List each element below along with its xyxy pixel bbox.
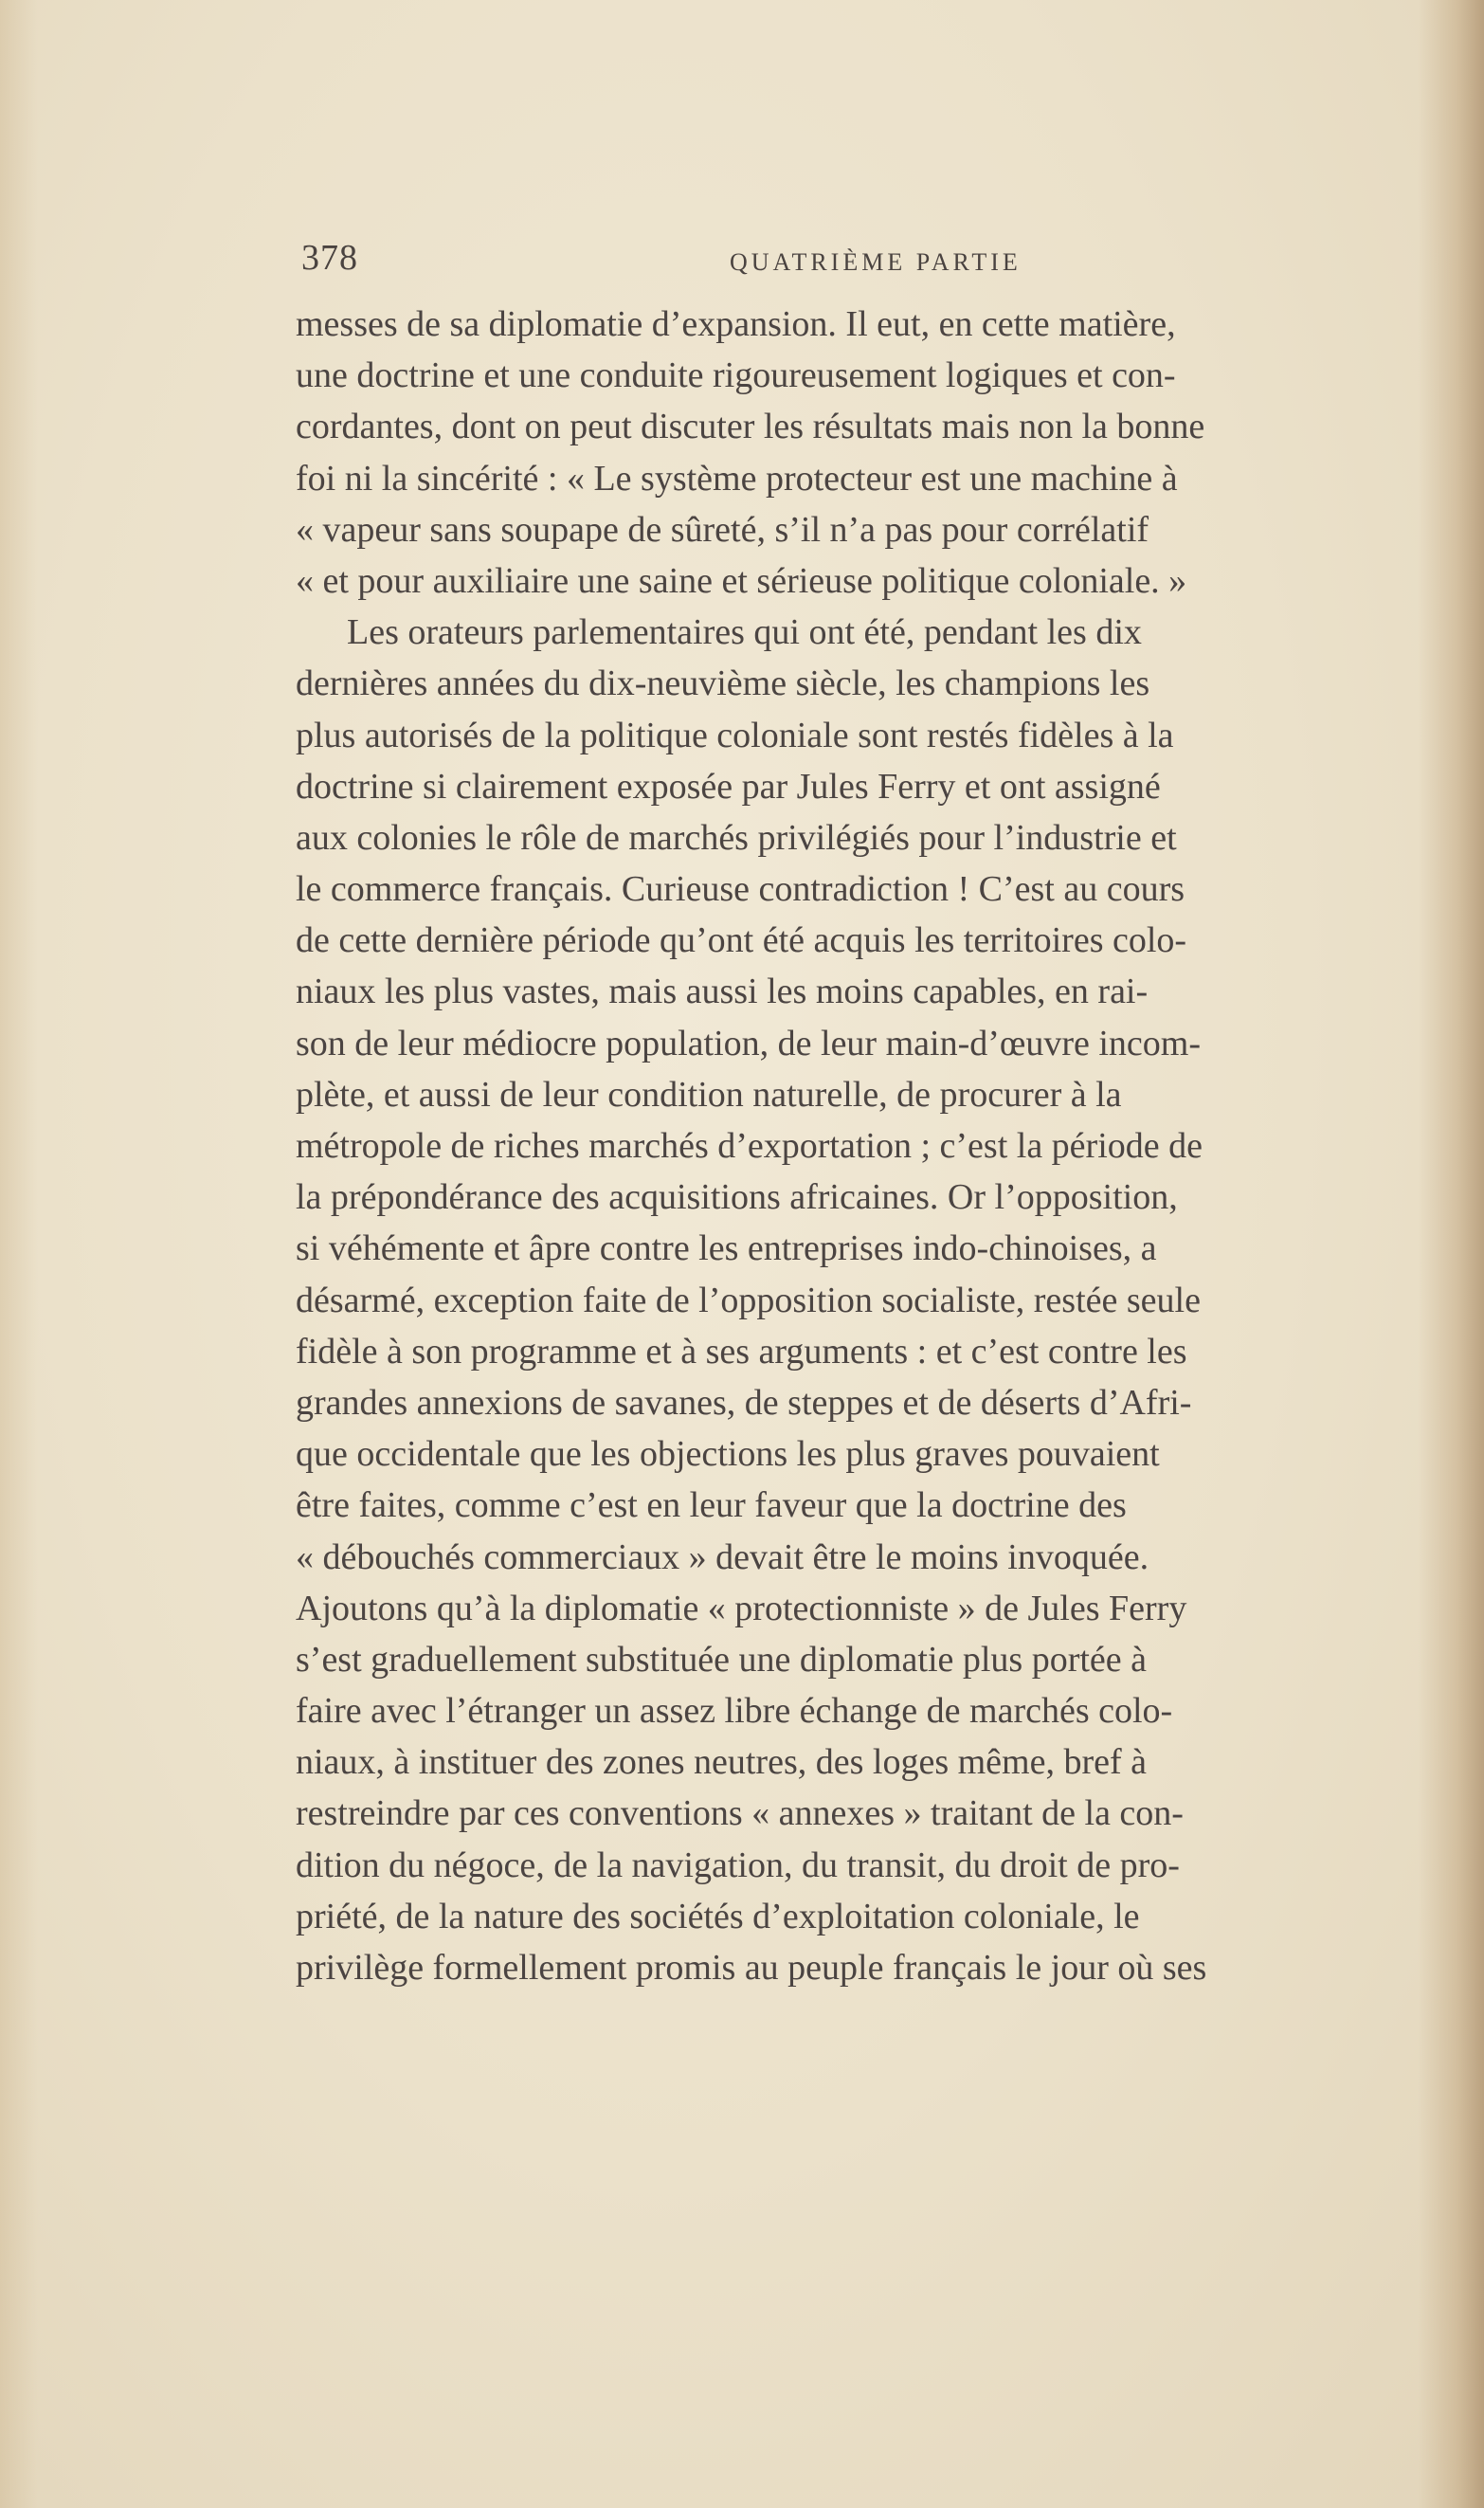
text-line: niaux les plus vastes, mais aussi les moins capables, en rai- — [296, 972, 1149, 1012]
text-line: plète, et aussi de leur condition naturelle, de procurer à la — [296, 1074, 1122, 1115]
text-line: la prépondérance des acquisitions africaines. Or l’opposition, — [296, 1177, 1178, 1218]
text-line: que occidentale que les objections les plus graves pouvaient — [296, 1434, 1160, 1475]
text-line: foi ni la sincérité : « Le système protecteur est une machine à — [296, 458, 1178, 499]
text-line: s’est graduellement substituée une diplomatie plus portée à — [296, 1639, 1148, 1680]
text-line: de cette dernière période qu’ont été acquis les territoires colo- — [296, 920, 1187, 961]
text-line: Ajoutons qu’à la diplomatie « protectionniste » de Jules Ferry — [296, 1588, 1187, 1628]
text-line: le commerce français. Curieuse contradiction ! C’est au cours — [296, 869, 1185, 910]
text-line: dition du négoce, de la navigation, du transit, du droit de pro- — [296, 1845, 1180, 1885]
text-line: grandes annexions de savanes, de steppes et de déserts d’Afri- — [296, 1382, 1192, 1423]
text-line: restreindre par ces conventions « annexes » traitant de la con- — [296, 1793, 1184, 1834]
text-line: niaux, à instituer des zones neutres, des loges même, bref à — [296, 1742, 1147, 1783]
text-line: plus autorisés de la politique coloniale sont restés fidèles à la — [296, 715, 1174, 755]
text-line: doctrine si clairement exposée par Jules Ferry et ont assigné — [296, 766, 1161, 807]
text-line: « et pour auxiliaire une saine et sérieuse politique coloniale. » — [296, 560, 1187, 601]
text-line: fidèle à son programme et à ses arguments : et c’est contre les — [296, 1331, 1187, 1372]
page-number: 378 — [301, 238, 358, 278]
text-line: être faites, comme c’est en leur faveur que la doctrine des — [296, 1485, 1127, 1526]
text-line: priété, de la nature des sociétés d’exploitation coloniale, le — [296, 1896, 1140, 1936]
page-left-edge-shading — [0, 0, 38, 2508]
text-line: privilège formellement promis au peuple français le jour où ses — [296, 1948, 1207, 1988]
running-head: QUATRIÈME PARTIE — [730, 248, 1022, 276]
text-line: cordantes, dont on peut discuter les résultats mais non la bonne — [296, 407, 1205, 447]
text-line: aux colonies le rôle de marchés privilégiés pour l’industrie et — [296, 817, 1177, 858]
text-line: faire avec l’étranger un assez libre échange de marchés colo- — [296, 1691, 1173, 1732]
text-line: dernières années du dix-neuvième siècle, les champions les — [296, 663, 1150, 704]
text-line: son de leur médiocre population, de leur main-d’œuvre incom- — [296, 1023, 1201, 1063]
text-line: désarmé, exception faite de l’opposition socialiste, restée seule — [296, 1280, 1201, 1320]
text-line: messes de sa diplomatie d’expansion. Il eut, en cette matière, — [296, 304, 1176, 344]
text-line: si véhémente et âpre contre les entreprises indo-chinoises, a — [296, 1228, 1157, 1269]
text-line: « débouchés commerciaux » devait être le moins invoquée. — [296, 1536, 1149, 1577]
text-line: une doctrine et une conduite rigoureusement logiques et con- — [296, 355, 1176, 396]
text-line: métropole de riches marchés d’exportation ; c’est la période de — [296, 1126, 1203, 1166]
paragraph-start-line: Les orateurs parlementaires qui ont été, pendant les dix — [347, 612, 1142, 653]
page-header — [301, 237, 1382, 284]
body-text — [296, 299, 1433, 1993]
text-line: « vapeur sans soupape de sûreté, s’il n’a pas pour corrélatif — [296, 509, 1149, 550]
